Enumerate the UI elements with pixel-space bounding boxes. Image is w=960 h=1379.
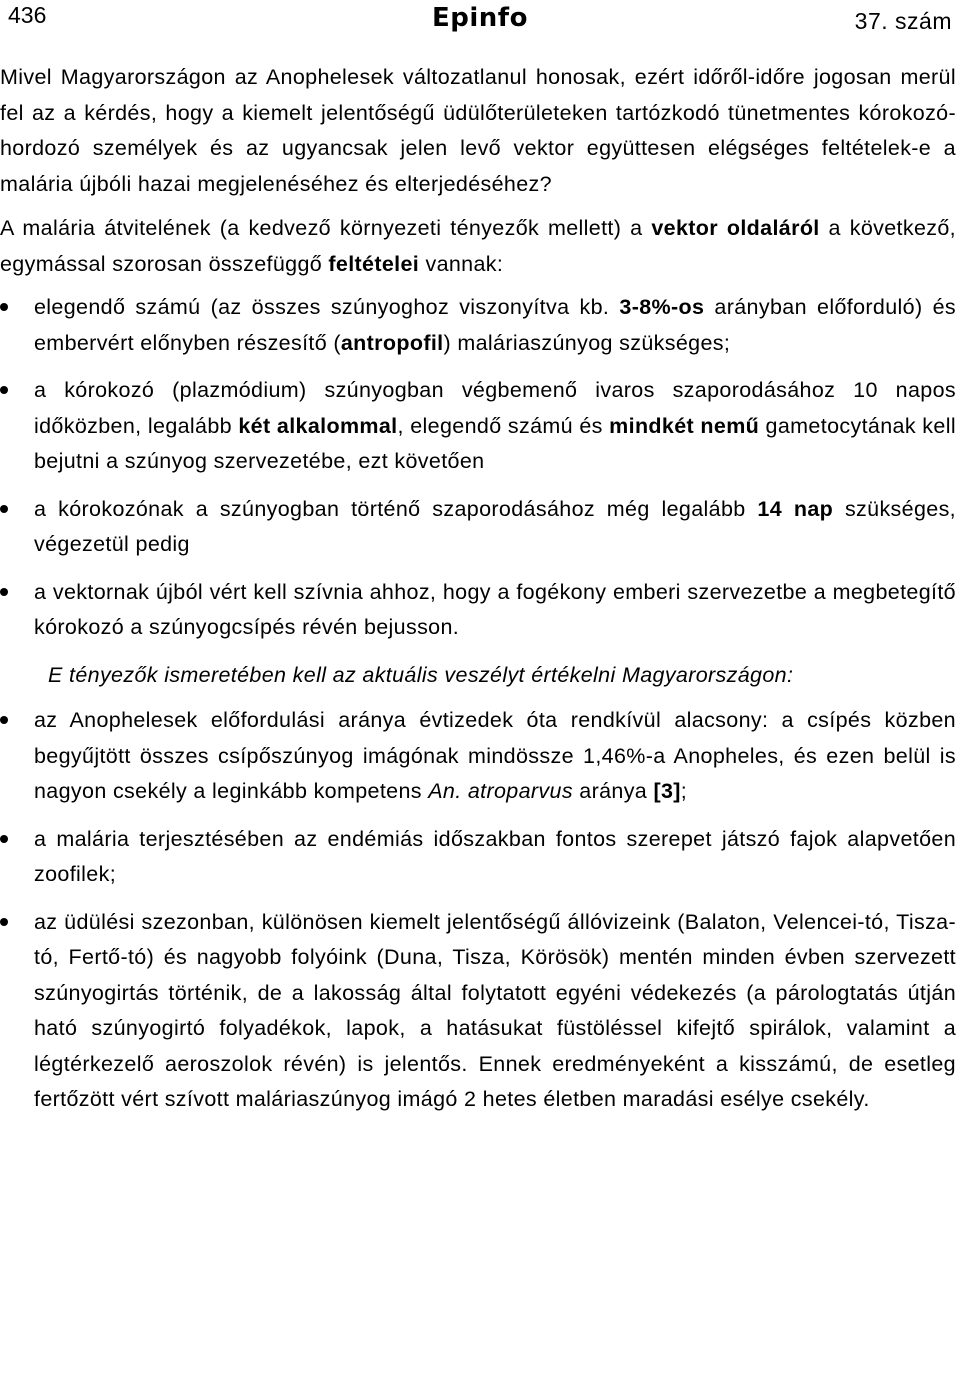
text-run: a kórokozó (plazmódium) szúnyogban végbemenő ivaros szaporodásához 10 napos időközben, legalább: [34, 378, 956, 438]
list-item: [0, 703, 956, 810]
list-item: [0, 290, 956, 361]
list-item: [0, 822, 956, 893]
text-run: az Anophelesek előfordulási aránya évtizedek óta rendkívül alacsony: a csípés közben begyűjtött összes csípőszúnyog imágónak mindössze 1,46%-a Anopheles, és ezen belül is nagyon csekély a leginkább kompetens: [34, 708, 956, 803]
bold-run: antropofil: [340, 330, 444, 355]
bullet-icon: [0, 918, 8, 926]
list-item: [0, 373, 956, 480]
bullet-icon: [0, 588, 8, 596]
intro-paragraph: Mivel Magyarországon az Anophelesek változatlanul honosak, ezért időről-időre jogosan merül fel az a kérdés, hogy a kiemelt jelentőségű üdülőterületeken tartózkodó tünetmentes kórokozó-hordozó személyek és az ugyancsak jelen levő vektor együttesen elégséges feltételek-e a malária újbóli hazai megjelenéséhez és elterjedéséhez?: [0, 65, 956, 196]
conditions-list: [0, 290, 956, 646]
text-run: aránya: [572, 779, 654, 803]
bold-run: mindkét nemű: [609, 413, 760, 438]
text-run: az üdülési szezonban, különösen kiemelt jelentőségű állóvizeink (Balaton, Velencei-tó, Tisza-tó, Fertő-tó) és nagyobb folyóink (Duna, Tisza, Körösök) mentén minden évben szervezett szúnyogirtás történik, de a lakosság által folytatott egyéni védekezés (a párologtatás útján ható szúnyogirtó folyadékok, lapok, a hatásukat füstöléssel kifejtő spirálok, valamint a légtérkezelő aeroszolok révén) is jelentős. Ennek eredményeként a kisszámú, de esetleg fertőzött vért szívott maláriaszúnyog imágó 2 hetes életben maradási esélye csekély.: [34, 909, 956, 1111]
bold-run: két alkalommal: [238, 413, 398, 438]
bullet-icon: [0, 835, 8, 843]
text-run: ;: [680, 779, 688, 803]
text-run: a vektornak újból vért kell szívnia ahhoz, hogy a fogékony emberi szervezetbe a megbetegítő kórokozó a szúnyogcsípés révén bejusson.: [34, 579, 956, 639]
page-number: 436: [8, 2, 47, 28]
citation: [3]: [653, 779, 681, 803]
bullet-icon: [0, 303, 8, 311]
bullet-icon: [0, 716, 8, 724]
assessment-note: E tényezők ismeretében kell az aktuális veszélyt értékelni Magyarországon:: [48, 662, 794, 687]
list-item: [0, 575, 956, 646]
bold-run: feltételei: [328, 251, 420, 276]
journal-title: Epinfo: [432, 3, 528, 33]
list-item: [0, 905, 956, 1118]
bullet-icon: [0, 505, 8, 513]
text-run: a malária terjesztésében az endémiás időszakban fontos szerepet játszó fajok alapvetően zoofilek;: [34, 826, 956, 886]
bold-run: vektor oldaláról: [651, 216, 820, 240]
issue-number: 37. szám: [854, 8, 952, 34]
text-run: elegendő számú (az összes szúnyoghoz viszonyítva kb.: [34, 295, 620, 319]
article-body: [0, 60, 960, 1118]
text-run: ) maláriaszúnyog szükséges;: [443, 330, 731, 355]
bold-run: 14 nap: [757, 496, 834, 521]
bold-run: 3-8%-os: [619, 295, 705, 319]
text-run: gametocytának kell bejutni a szúnyog szervezetébe, ezt követően: [34, 413, 956, 473]
bullet-icon: [0, 386, 8, 394]
text-run: arányban előforduló) és embervért előnyben részesítő (: [34, 295, 956, 355]
text-run: A malária átvitelének (a kedvező környezeti tényezők mellett) a: [0, 216, 652, 240]
text-run: , elegendő számú és: [397, 413, 610, 438]
text-run: szükséges, végezetül pedig: [34, 496, 956, 556]
text-run: a kórokozónak a szúnyogban történő szaporodásához még legalább: [34, 496, 758, 521]
conditions-intro-paragraph: [0, 211, 956, 282]
list-item: [0, 492, 956, 563]
italic-run: An. atroparvus: [428, 779, 573, 803]
facts-list: [0, 703, 956, 1118]
text-run: a következő, egymással szorosan összefüggő: [0, 216, 956, 276]
text-run: vannak:: [419, 251, 504, 276]
running-header: [0, 0, 960, 40]
